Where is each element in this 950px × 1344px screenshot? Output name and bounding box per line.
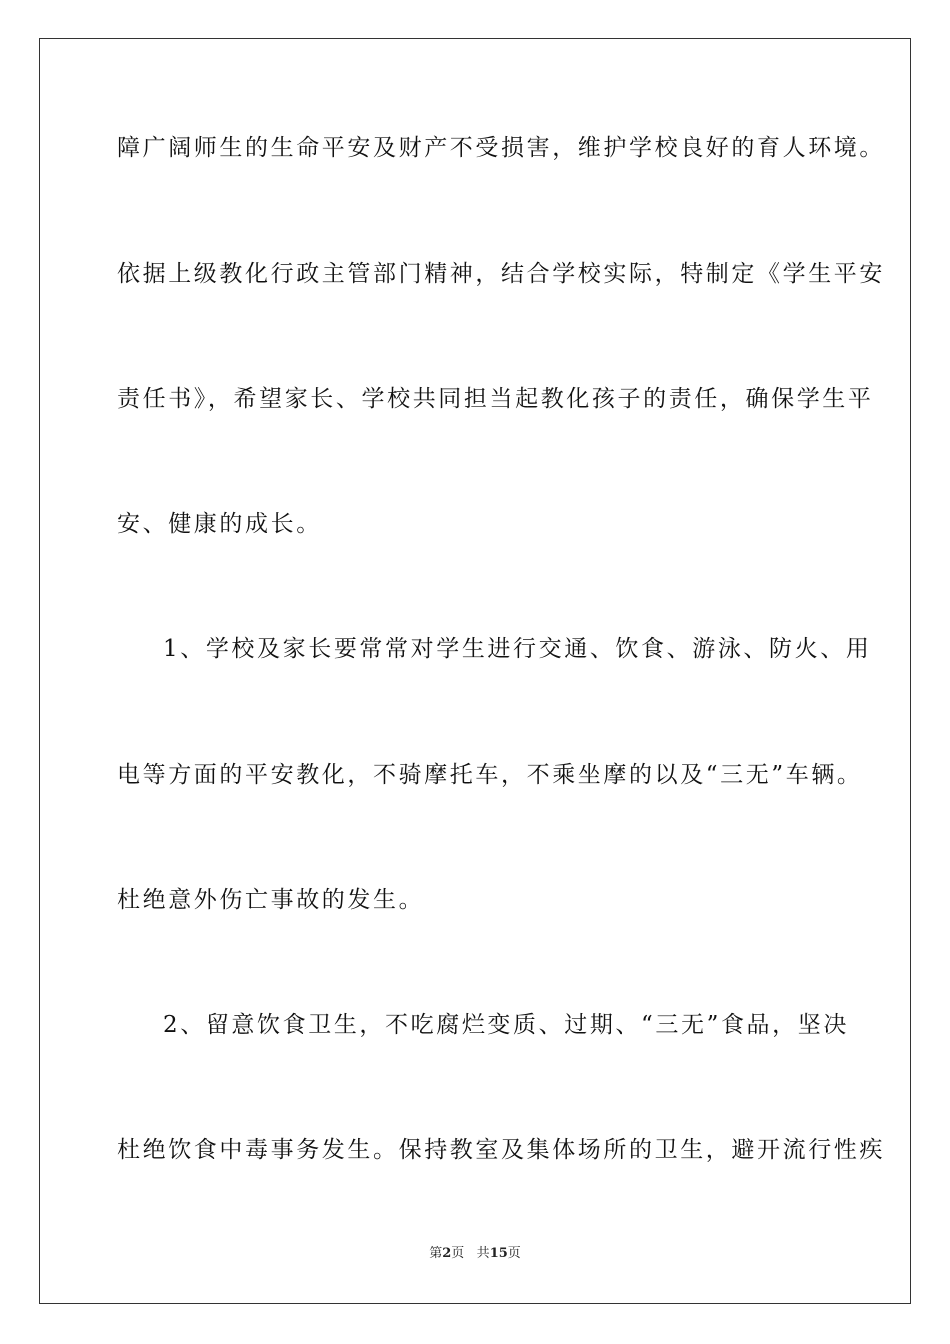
page-border [39, 38, 911, 1304]
body-text-line-1: 障广阔师生的生命平安及财产不受损害，维护学校良好的育人环境。 [117, 135, 885, 161]
body-text-line-9: 杜绝饮食中毒事务发生。保持教室及集体场所的卫生，避开流行性疾 [117, 1137, 885, 1163]
body-text-line-8: 2、留意饮食卫生，不吃腐烂变质、过期、“三无”食品，坚决 [163, 1012, 849, 1038]
total-pages: 15 [489, 1246, 508, 1261]
page-number: 2 [442, 1246, 452, 1261]
page-footer [0, 1245, 950, 1263]
body-text-line-5: 1、学校及家长要常常对学生进行交通、饮食、游泳、防火、用 [163, 636, 872, 662]
body-text-line-2: 依据上级教化行政主管部门精神，结合学校实际，特制定《学生平安 [117, 261, 885, 287]
body-text-line-4: 安、健康的成长。 [117, 511, 322, 537]
total-suffix: 页 [507, 1246, 521, 1261]
total-prefix: 共 [476, 1246, 490, 1261]
body-text-line-7: 杜绝意外伤亡事故的发生。 [117, 887, 425, 913]
page-prefix: 第 [429, 1246, 443, 1261]
page-suffix: 页 [451, 1246, 465, 1261]
body-text-line-6: 电等方面的平安教化，不骑摩托车，不乘坐摩的以及“三无”车辆。 [117, 762, 863, 788]
body-text-line-3: 责任书》，希望家长、学校共同担当起教化孩子的责任，确保学生平 [117, 386, 874, 412]
